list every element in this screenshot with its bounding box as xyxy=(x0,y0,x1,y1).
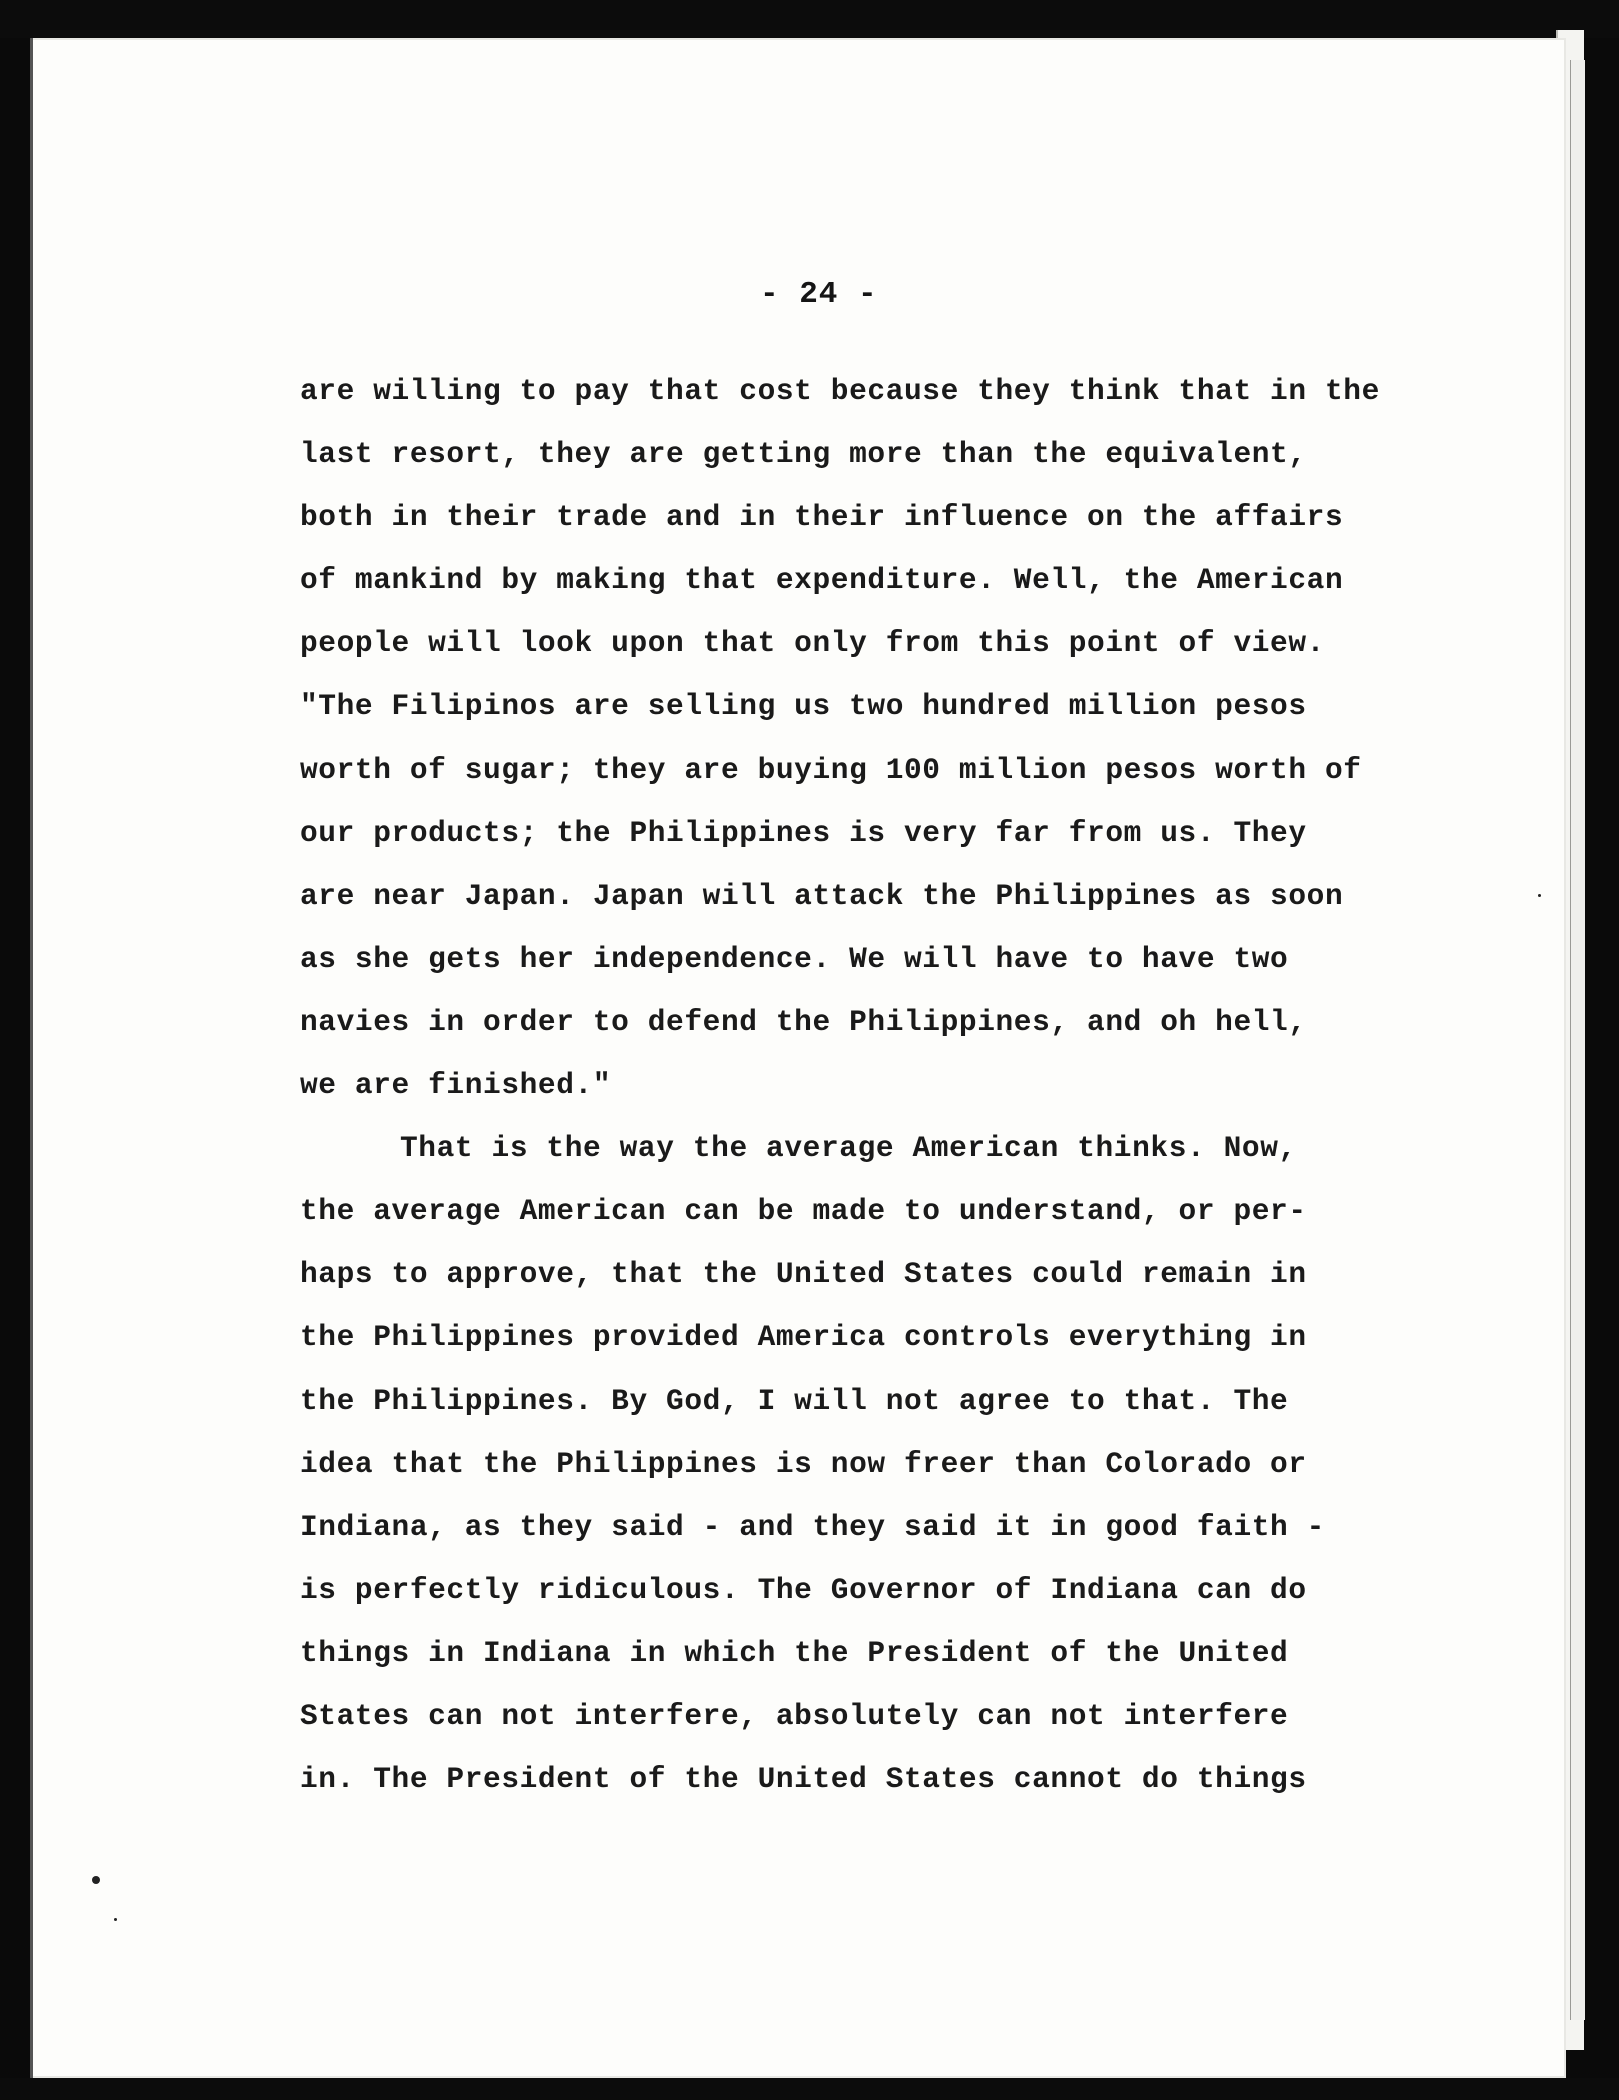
scan-speck xyxy=(114,1918,117,1921)
page-number: - 24 - xyxy=(760,277,878,312)
text-line: are near Japan. Japan will attack the Philippines as soon xyxy=(300,878,1344,913)
paragraph-start-line: That is the way the average American thinks. Now, xyxy=(400,1131,1297,1166)
text-line: worth of sugar; they are buying 100 million pesos worth of xyxy=(300,752,1362,787)
text-line: last resort, they are getting more than the equivalent, xyxy=(300,437,1307,472)
text-line: "The Filipinos are selling us two hundred million pesos xyxy=(300,689,1307,724)
scan-speck xyxy=(1538,894,1541,897)
text-line: both in their trade and in their influence on the affairs xyxy=(300,500,1344,535)
text-line: idea that the Philippines is now freer than Colorado or xyxy=(300,1446,1307,1481)
scan-top-border xyxy=(0,0,1619,38)
scan-speck xyxy=(92,1876,100,1884)
typewritten-body xyxy=(300,360,1420,1811)
text-line: we are finished." xyxy=(300,1068,612,1103)
text-line: in. The President of the United States cannot do things xyxy=(300,1762,1307,1797)
text-line: as she gets her independence. We will have to have two xyxy=(300,941,1289,976)
text-line: people will look upon that only from this point of view. xyxy=(300,626,1325,661)
text-line: navies in order to defend the Philippines, and oh hell, xyxy=(300,1004,1307,1039)
text-line: haps to approve, that the United States could remain in xyxy=(300,1257,1307,1292)
text-line: Indiana, as they said - and they said it in good faith - xyxy=(300,1509,1325,1544)
text-line: States can not interfere, absolutely can not interfere xyxy=(300,1698,1289,1733)
text-line: our products; the Philippines is very far from us. They xyxy=(300,815,1307,850)
text-line: the Philippines provided America controls everything in xyxy=(300,1320,1307,1355)
scan-bottom-border xyxy=(0,2078,1619,2100)
paper-edge-inner xyxy=(1570,60,1585,2020)
text-line: things in Indiana in which the President of the United xyxy=(300,1635,1289,1670)
text-line: the Philippines. By God, I will not agree to that. The xyxy=(300,1383,1289,1418)
text-line: is perfectly ridiculous. The Governor of Indiana can do xyxy=(300,1572,1307,1607)
paper-left-edge xyxy=(30,38,33,2078)
text-line: of mankind by making that expenditure. Well, the American xyxy=(300,563,1344,598)
text-line: are willing to pay that cost because they think that in the xyxy=(300,374,1380,408)
text-line: the average American can be made to understand, or per- xyxy=(300,1194,1307,1229)
